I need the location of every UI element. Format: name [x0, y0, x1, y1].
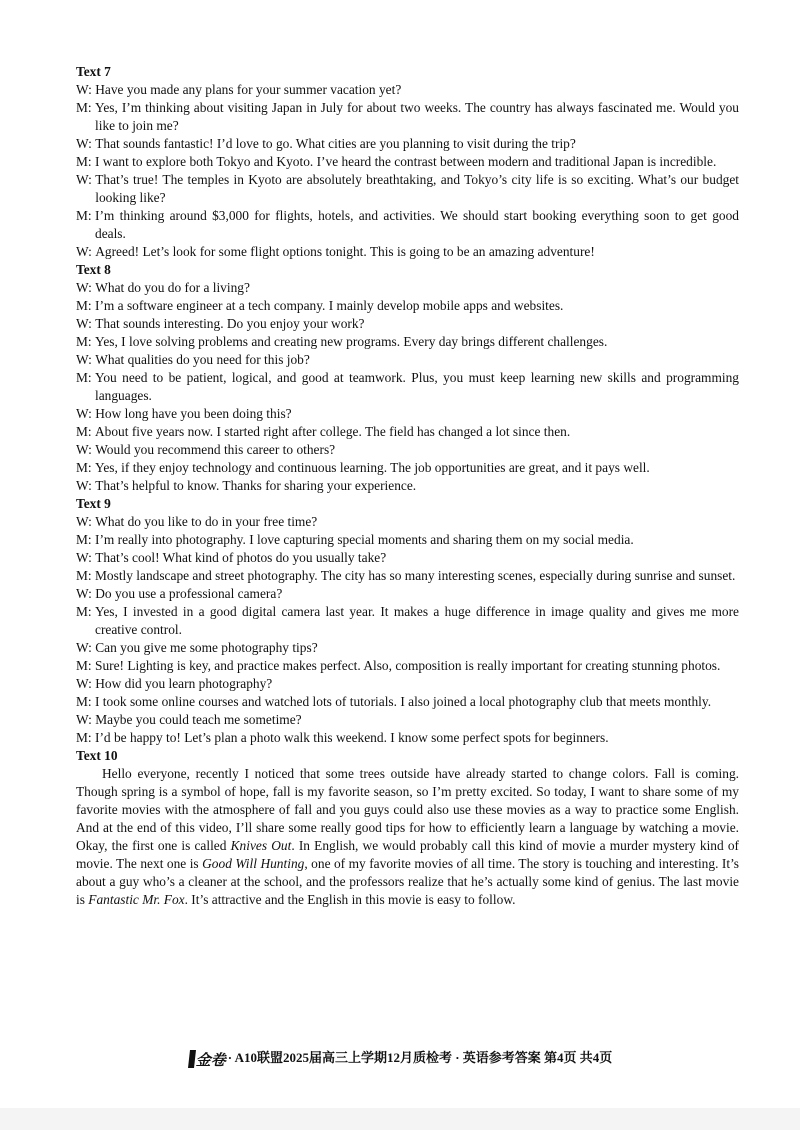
dialogue-text: That’s true! The temples in Kyoto are absolutely breathtaking, and Tokyo’s city life is so exciting. What’s our budget looking like? [95, 172, 739, 205]
dialogue-line [76, 657, 739, 675]
dialogue-text: Do you use a professional camera? [95, 586, 283, 601]
dialogue-line [76, 549, 739, 567]
dialogue-line [76, 153, 739, 171]
speaker-label: M: [76, 100, 92, 115]
movie-title: Knives Out [230, 838, 292, 853]
dialogue-line [76, 513, 739, 531]
speaker-label: W: [76, 244, 92, 259]
speaker-label: M: [76, 568, 92, 583]
page-footer [0, 1047, 800, 1070]
dialogue-text: That sounds interesting. Do you enjoy your work? [95, 316, 365, 331]
dialogue-line [76, 333, 739, 351]
speaker-label: W: [76, 280, 92, 295]
footer-text: · A10联盟2025届高三上学期12月质检考 · 英语参考答案 第4页 共4页 [227, 1050, 613, 1065]
dialogue-line [76, 99, 739, 135]
speaker-label: W: [76, 676, 92, 691]
dialogue-line [76, 567, 739, 585]
monologue-text: Hello everyone, recently I noticed that some trees outside have already started to change colors. Fall is coming. Though spring is a symbol of hope, fall is my favorite season, so I’m pretty excited. So today, I want to share some of my favorite movies with the atmosphere of fall and you guys could also use these movies as a way to practice some English. And at the end of this video, I’ll share some really good tips for how to efficiently learn a language by watching a movie. Okay, the first one is called [76, 766, 739, 853]
dialogue-text: Yes, I love solving problems and creating new programs. Every day brings different challenges. [95, 334, 608, 349]
dialogue-text: I want to explore both Tokyo and Kyoto. I’ve heard the contrast between modern and traditional Japan is incredible. [95, 154, 717, 169]
dialogue-line [76, 711, 739, 729]
dialogue-text: Would you recommend this career to others? [95, 442, 336, 457]
transcript-content [76, 63, 739, 909]
dialogue-text: Yes, I’m thinking about visiting Japan in July for about two weeks. The country has always fascinated me. Would you like to join me? [95, 100, 739, 133]
speaker-label: M: [76, 154, 92, 169]
dialogue-line [76, 531, 739, 549]
dialogue-text: That’s cool! What kind of photos do you usually take? [95, 550, 387, 565]
dialogue-line [76, 729, 739, 747]
dialogue-text: I’d be happy to! Let’s plan a photo walk this weekend. I know some perfect spots for beginners. [95, 730, 609, 745]
speaker-label: M: [76, 730, 92, 745]
dialogue-line [76, 315, 739, 333]
dialogue-text: That sounds fantastic! I’d love to go. What cities are you planning to visit during the trip? [95, 136, 576, 151]
dialogue-line [76, 135, 739, 153]
dialogue-line [76, 81, 739, 99]
dialogue-line [76, 369, 739, 405]
speaker-label: M: [76, 424, 92, 439]
scan-bottom-edge [0, 1108, 800, 1130]
dialogue-text: Yes, if they enjoy technology and continuous learning. The job opportunities are great, and it pays well. [95, 460, 650, 475]
dialogue-line [76, 477, 739, 495]
dialogue-line [76, 297, 739, 315]
movie-title: Fantastic Mr. Fox [88, 892, 185, 907]
speaker-label: M: [76, 208, 92, 223]
speaker-label: M: [76, 694, 92, 709]
section-heading: Text 9 [76, 496, 111, 511]
monologue-text: . In English, we would probably call this kind of movie a murder mystery kind of movie. The next one is [76, 838, 739, 871]
dialogue-line [76, 441, 739, 459]
speaker-label: W: [76, 172, 92, 187]
speaker-label: W: [76, 514, 92, 529]
speaker-label: W: [76, 442, 92, 457]
speaker-label: W: [76, 406, 92, 421]
monologue-text: , one of my favorite movies of all time. The story is touching and interesting. It’s about a guy who’s a cleaner at the school, and the professors realize that he’s actually some kind of genius. The last movie is [76, 856, 740, 907]
speaker-label: W: [76, 712, 92, 727]
dialogue-line [76, 675, 739, 693]
dialogue-text: Maybe you could teach me sometime? [95, 712, 302, 727]
dialogue-line [76, 243, 739, 261]
dialogue-text: How did you learn photography? [95, 676, 273, 691]
logo-text: 金卷 [195, 1050, 226, 1069]
section-heading: Text 8 [76, 262, 111, 277]
dialogue-line [76, 405, 739, 423]
dialogue-text: I’m really into photography. I love capturing special moments and sharing them on my social media. [95, 532, 634, 547]
text-10-section [76, 747, 739, 909]
dialogue-text: What do you like to do in your free time? [95, 514, 318, 529]
dialogue-text: What do you do for a living? [95, 280, 250, 295]
speaker-label: M: [76, 460, 92, 475]
dialogue-text: That’s helpful to know. Thanks for sharing your experience. [95, 478, 417, 493]
dialogue-line [76, 639, 739, 657]
dialogue-text: I’m thinking around $3,000 for flights, hotels, and activities. We should start booking everything soon to get good deals. [95, 208, 739, 241]
dialogue-line [76, 423, 739, 441]
movie-title: Good Will Hunting [202, 856, 305, 871]
speaker-label: M: [76, 334, 92, 349]
logo-bar-icon [188, 1050, 196, 1068]
dialogue-line [76, 459, 739, 477]
publisher-logo [188, 1049, 226, 1070]
dialogue-text: Mostly landscape and street photography. The city has so many interesting scenes, especially during sunrise and sunset. [95, 568, 736, 583]
dialogue-text: I took some online courses and watched lots of tutorials. I also joined a local photography club that meets monthly. [95, 694, 712, 709]
section-heading: Text 10 [76, 748, 118, 763]
dialogue-line [76, 585, 739, 603]
speaker-label: W: [76, 316, 92, 331]
speaker-label: W: [76, 478, 92, 493]
dialogue-text: What qualities do you need for this job? [95, 352, 310, 367]
speaker-label: W: [76, 550, 92, 565]
dialogue-line [76, 171, 739, 207]
dialogue-text: Agreed! Let’s look for some flight options tonight. This is going to be an amazing adventure! [95, 244, 595, 259]
dialogue-text: I’m a software engineer at a tech company. I mainly develop mobile apps and websites. [95, 298, 564, 313]
dialogue-line [76, 207, 739, 243]
dialogue-line [76, 279, 739, 297]
dialogue-line [76, 693, 739, 711]
dialogue-text: You need to be patient, logical, and good at teamwork. Plus, you must keep learning new skills and programming languages. [95, 370, 739, 403]
dialogue-line [76, 351, 739, 369]
speaker-label: M: [76, 532, 92, 547]
speaker-label: W: [76, 352, 92, 367]
dialogue-text: Sure! Lighting is key, and practice makes perfect. Also, composition is really important for creating stunning photos. [95, 658, 721, 673]
speaker-label: W: [76, 586, 92, 601]
speaker-label: W: [76, 136, 92, 151]
speaker-label: W: [76, 640, 92, 655]
speaker-label: M: [76, 370, 92, 385]
speaker-label: M: [76, 298, 92, 313]
text-8-section [76, 261, 739, 495]
dialogue-text: Can you give me some photography tips? [95, 640, 318, 655]
dialogue-line [76, 603, 739, 639]
dialogue-text: How long have you been doing this? [95, 406, 292, 421]
dialogue-text: Yes, I invested in a good digital camera last year. It makes a huge difference in image quality and gives me more creative control. [95, 604, 739, 637]
text-9-section [76, 495, 739, 747]
section-heading: Text 7 [76, 64, 111, 79]
speaker-label: W: [76, 82, 92, 97]
speaker-label: M: [76, 658, 92, 673]
speaker-label: M: [76, 604, 92, 619]
monologue-text: . It’s attractive and the English in this movie is easy to follow. [184, 892, 516, 907]
monologue-paragraph [76, 765, 739, 909]
text-7-section [76, 63, 739, 261]
dialogue-text: Have you made any plans for your summer vacation yet? [95, 82, 402, 97]
dialogue-text: About five years now. I started right after college. The field has changed a lot since then. [95, 424, 571, 439]
